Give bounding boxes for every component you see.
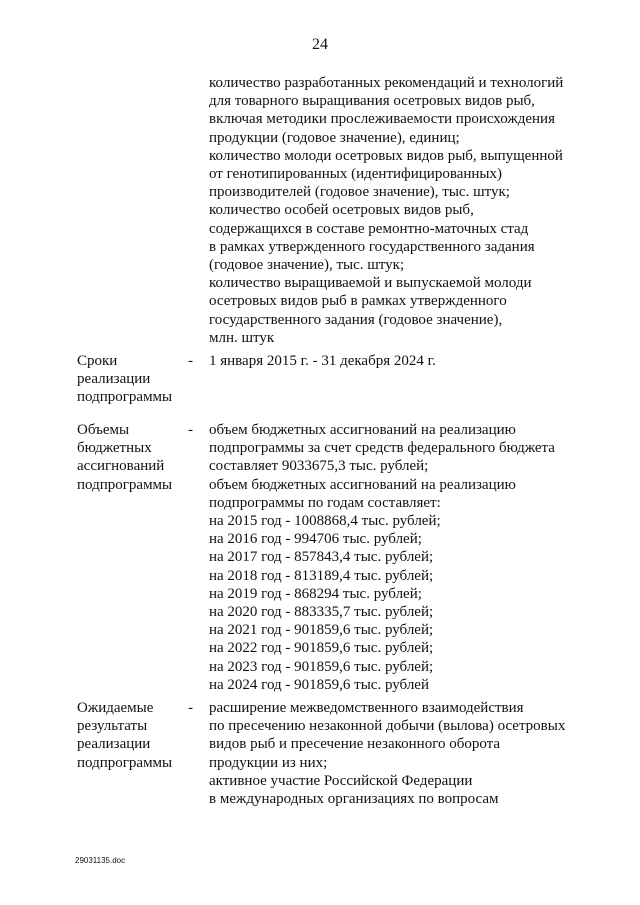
text-line: от генотипированных (идентифицированных) (209, 166, 503, 183)
section-dash: - (188, 422, 193, 438)
text-line: расширение межведомственного взаимодействия (209, 700, 524, 716)
text-line: подпрограммы за счет средств федерального бюджета (209, 440, 555, 457)
label-line: Объемы (77, 422, 130, 438)
label-line: результаты (77, 718, 148, 735)
text-line: млн. штук (209, 329, 275, 346)
label-line: реализации (77, 371, 151, 388)
section-label (77, 421, 172, 494)
label-line: бюджетных (77, 440, 152, 457)
text-line: количество особей осетровых видов рыб, (209, 202, 474, 219)
year-allocation-line: на 2019 год - 868294 тыс. рублей; (209, 585, 422, 602)
text-line: количество молоди осетровых видов рыб, выпущенной (209, 147, 563, 164)
text-line: объем бюджетных ассигнований на реализацию (209, 476, 516, 493)
text-line: в международных организациях по вопросам (209, 791, 499, 808)
text-line: составляет 9033675,3 тыс. рублей; (209, 458, 429, 475)
year-allocation-line: на 2024 год - 901859,6 тыс. рублей (209, 676, 429, 693)
year-allocation-line: на 2022 год - 901859,6 тыс. рублей; (209, 640, 434, 657)
text-line: 1 января 2015 г. - 31 декабря 2024 г. (209, 353, 436, 369)
text-line: активное участие Российской Федерации (209, 772, 473, 789)
label-line: подпрограммы (77, 476, 173, 493)
text-line: осетровых видов рыб в рамках утвержденного (209, 293, 507, 310)
label-line: подпрограммы (77, 754, 173, 771)
text-line: объем бюджетных ассигнований на реализацию (209, 422, 516, 438)
section-content (209, 352, 436, 370)
year-allocation-line: на 2016 год - 994706 тыс. рублей; (209, 531, 422, 548)
footer-document-id: 29031135.doc (75, 856, 126, 865)
section-dash: - (188, 353, 193, 369)
text-line: количество разработанных рекомендаций и технологий (209, 75, 564, 91)
year-allocation-line: на 2020 год - 883335,7 тыс. рублей; (209, 604, 434, 621)
label-line: реализации (77, 736, 151, 753)
page-number: 24 (312, 36, 328, 53)
text-line: государственного задания (годовое значение), (209, 311, 503, 328)
text-line: содержащихся в составе ремонтно-маточных стад (209, 220, 529, 237)
label-line: ассигнований (77, 458, 165, 475)
text-line: по пресечению незаконной добычи (вылова) осетровых (209, 718, 566, 735)
text-line: для товарного выращивания осетровых видов рыб, (209, 93, 535, 110)
text-line: видов рыб и пресечение незаконного оборота (209, 736, 501, 753)
year-allocation-line: на 2023 год - 901859,6 тыс. рублей; (209, 658, 434, 675)
text-line: включая методики прослеживаемости происхождения (209, 111, 555, 128)
text-line: подпрограммы по годам составляет: (209, 494, 441, 511)
targets-continuation (209, 74, 563, 347)
section-content (209, 699, 565, 808)
section-content (209, 421, 555, 694)
label-line: подпрограммы (77, 389, 173, 406)
text-line: производителей (годовое значение), тыс. штук; (209, 184, 510, 201)
section-label (77, 699, 172, 772)
label-line: Ожидаемые (77, 700, 154, 716)
text-line: продукции (годовое значение), единиц; (209, 129, 460, 146)
text-line: (годовое значение), тыс. штук; (209, 257, 405, 274)
text-line: в рамках утвержденного государственного задания (209, 238, 535, 255)
section-dash: - (188, 700, 193, 716)
year-allocation-line: на 2015 год - 1008868,4 тыс. рублей; (209, 513, 441, 530)
year-allocation-line: на 2018 год - 813189,4 тыс. рублей; (209, 567, 434, 584)
section-label (77, 352, 172, 407)
text-line: продукции из них; (209, 754, 328, 771)
year-allocation-line: на 2017 год - 857843,4 тыс. рублей; (209, 549, 434, 566)
text-line: количество выращиваемой и выпускаемой молоди (209, 275, 532, 292)
year-allocation-line: на 2021 год - 901859,6 тыс. рублей; (209, 622, 434, 639)
label-line: Сроки (77, 353, 118, 369)
